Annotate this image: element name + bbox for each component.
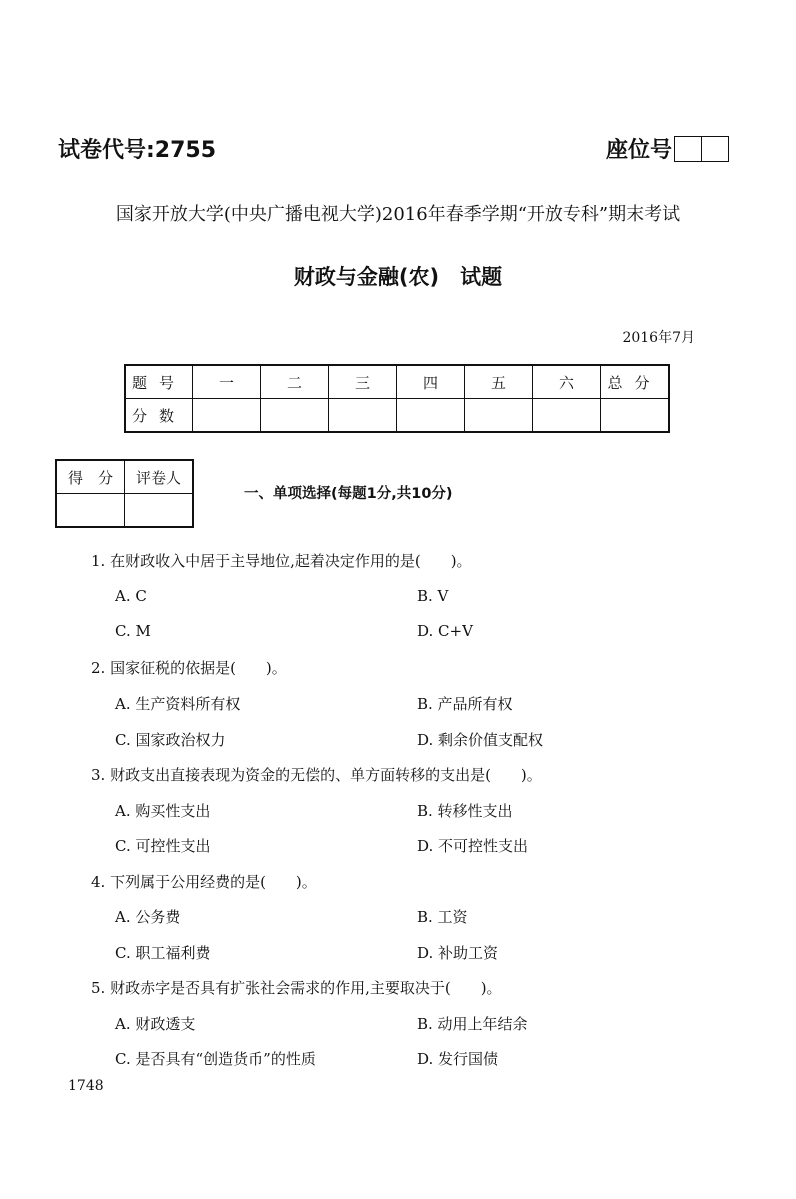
section-title: 一、单项选择(每题1分,共10分)	[244, 486, 453, 502]
score-cell[interactable]	[465, 399, 533, 433]
score-cell[interactable]	[533, 399, 601, 433]
grader-score-label: 得 分	[56, 460, 125, 494]
question-option: C. 可控性支出	[115, 837, 211, 855]
score-col-1: 一	[193, 365, 261, 399]
question-option: B. 产品所有权	[417, 695, 513, 713]
score-col-4: 四	[397, 365, 465, 399]
question-option: D. 补助工资	[417, 944, 499, 962]
question-option: A. 财政透支	[115, 1015, 196, 1033]
university-line: 国家开放大学(中央广播电视大学)2016年春季学期“开放专科”期末考试	[115, 204, 681, 225]
seat-label: 座位号	[606, 138, 673, 163]
page-number: 1748	[68, 1078, 104, 1094]
question-option: D. 剩余价值支配权	[417, 731, 544, 749]
score-cell[interactable]	[329, 399, 397, 433]
score-cell[interactable]	[601, 399, 670, 433]
question-stem: 5. 财政赤字是否具有扩张社会需求的作用,主要取决于( )。	[91, 979, 502, 997]
grader-table-input-row	[56, 494, 193, 528]
score-table-row1-header: 题号	[125, 365, 193, 399]
score-col-total: 总分	[601, 365, 670, 399]
score-table	[124, 364, 670, 433]
question-option: D. 不可控性支出	[417, 837, 529, 855]
seat-number	[606, 133, 729, 164]
question-stem: 4. 下列属于公用经费的是( )。	[91, 873, 317, 891]
question-option: A. 生产资料所有权	[115, 695, 241, 713]
grader-table	[55, 459, 194, 528]
seat-number-boxes[interactable]	[674, 136, 729, 162]
question-option: A. C	[115, 587, 147, 605]
question-option: B. 转移性支出	[417, 802, 513, 820]
question-option: C. 国家政治权力	[115, 731, 226, 749]
score-cell[interactable]	[193, 399, 261, 433]
question-option: B. V	[417, 587, 449, 605]
question-option: C. 是否具有“创造货币”的性质	[115, 1050, 316, 1068]
question-option: C. 职工福利费	[115, 944, 211, 962]
paper-code: 试卷代号:2755	[58, 138, 217, 163]
score-col-6: 六	[533, 365, 601, 399]
score-col-3: 三	[329, 365, 397, 399]
grader-score-cell[interactable]	[56, 494, 125, 528]
score-table-row2-header: 分数	[125, 399, 193, 433]
question-stem: 3. 财政支出直接表现为资金的无偿的、单方面转移的支出是( )。	[91, 766, 542, 784]
grader-name-cell[interactable]	[125, 494, 194, 528]
question-option: B. 动用上年结余	[417, 1015, 528, 1033]
question-stem: 2. 国家征税的依据是( )。	[91, 659, 287, 677]
score-col-5: 五	[465, 365, 533, 399]
question-option: A. 公务费	[115, 908, 181, 926]
question-option: A. 购买性支出	[115, 802, 211, 820]
question-option: D. C+V	[417, 622, 473, 640]
question-option: B. 工资	[417, 908, 468, 926]
score-table-score-row	[125, 399, 669, 433]
score-cell[interactable]	[261, 399, 329, 433]
score-col-2: 二	[261, 365, 329, 399]
grader-name-label: 评卷人	[125, 460, 194, 494]
score-cell[interactable]	[397, 399, 465, 433]
exam-title: 财政与金融(农) 试题	[293, 265, 503, 289]
exam-date: 2016年7月	[622, 330, 695, 346]
grader-table-header-row	[56, 460, 193, 494]
question-option: C. M	[115, 622, 151, 640]
question-stem: 1. 在财政收入中居于主导地位,起着决定作用的是( )。	[91, 552, 472, 570]
question-option: D. 发行国债	[417, 1050, 499, 1068]
score-table-header-row	[125, 365, 669, 399]
